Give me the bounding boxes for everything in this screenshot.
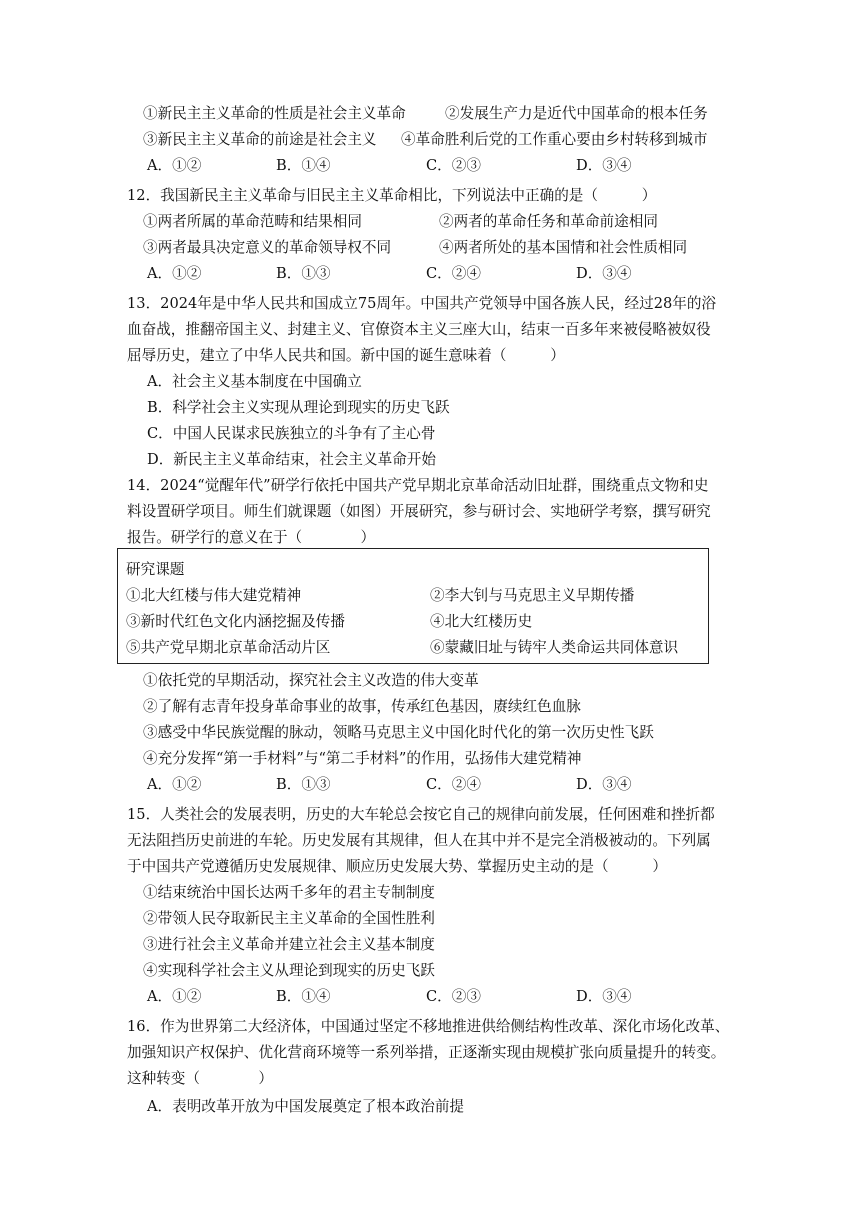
q15-choice-c: C．②③ — [426, 988, 481, 1005]
topic-item-4: ④北大红楼历史 — [430, 613, 533, 630]
q12-option-1: ①两者所属的革命范畴和结果相同 — [143, 213, 362, 230]
q15-stem-line-1: 15．人类社会的发展表明，历史的大车轮总会按它自己的规律向前发展，任何困难和挫折都 — [127, 806, 715, 823]
q14-stem-line-2: 料设置研学项目。师生们就课题（如图）开展研究，参与研讨会、实地研学考察，撰写研究 — [127, 503, 711, 520]
q11-choice-c: C．②③ — [426, 157, 481, 174]
topic-item-3: ③新时代红色文化内涵挖掘及传播 — [126, 613, 345, 630]
q14-choice-d: D．③④ — [576, 776, 632, 793]
topic-item-5: ⑤共产党早期北京革命活动片区 — [126, 639, 331, 656]
q12-choice-c: C．②④ — [426, 265, 481, 282]
q16-choice-a: A．表明改革开放为中国发展奠定了根本政治前提 — [147, 1098, 465, 1115]
q15-option-1: ①结束统治中国长达两千多年的君主专制制度 — [143, 884, 435, 901]
q16-stem-line-1: 16．作为世界第二大经济体，中国通过坚定不移地推进供给侧结构性改革、深化市场化改革、 — [127, 1018, 730, 1035]
topic-item-2: ②李大钊与马克思主义早期传播 — [430, 587, 635, 604]
q12-stem: 12．我国新民主主义革命与旧民主主义革命相比，下列说法中正确的是（ ） — [127, 187, 657, 204]
q15-choice-d: D．③④ — [576, 988, 632, 1005]
q14-option-4: ④充分发挥“第一手材料”与“第二手材料”的作用，弘扬伟大建党精神 — [143, 750, 582, 767]
q14-option-1: ①依托党的早期活动，探究社会主义改造的伟大变革 — [143, 672, 479, 689]
q13-choice-c: C．中国人民谋求民族独立的斗争有了主心骨 — [147, 425, 436, 442]
q12-option-3: ③两者最具决定意义的革命领导权不同 — [143, 239, 392, 256]
q11-choice-a: A．①② — [147, 157, 202, 174]
q12-option-4: ④两者所处的基本国情和社会性质相同 — [439, 239, 688, 256]
q13-stem-line-3: 屈辱历史，建立了中华人民共和国。新中国的诞生意味着（ ） — [127, 347, 565, 364]
q13-choice-a: A．社会主义基本制度在中国确立 — [147, 373, 362, 390]
q12-choice-a: A．①② — [147, 265, 202, 282]
q16-stem-line-3: 这种转变（ ） — [127, 1070, 273, 1087]
q15-option-3: ③进行社会主义革命并建立社会主义基本制度 — [143, 936, 435, 953]
q14-choice-c: C．②④ — [426, 776, 481, 793]
q16-stem-line-2: 加强知识产权保护、优化营商环境等一系列举措，正逐渐实现由规模扩张向质量提升的转变。 — [127, 1044, 726, 1061]
q15-stem-line-2: 无法阻挡历史前进的车轮。历史发展有其规律，但人在其中并不是完全消极被动的。下列属 — [127, 832, 711, 849]
q11-option-2: ②发展生产力是近代中国革命的根本任务 — [445, 105, 708, 122]
q12-choice-d: D．③④ — [576, 265, 632, 282]
q11-choice-d: D．③④ — [576, 157, 632, 174]
q13-stem-line-1: 13．2024年是中华人民共和国成立75周年。中国共产党领导中国各族人民，经过28年的浴 — [127, 295, 717, 312]
q13-choice-d: D．新民主主义革命结束，社会主义革命开始 — [147, 451, 436, 468]
q12-option-2: ②两者的革命任务和革命前途相同 — [439, 213, 658, 230]
research-topics-box — [117, 548, 709, 664]
q15-stem-line-3: 于中国共产党遵循历史发展规律、顺应历史发展大势、掌握历史主动的是（ ） — [127, 858, 667, 875]
research-topics-title: 研究课题 — [126, 561, 185, 578]
topic-item-6: ⑥蒙藏旧址与铸牢人类命运共同体意识 — [430, 639, 679, 656]
q11-option-4: ④革命胜利后党的工作重心要由乡村转移到城市 — [401, 131, 708, 148]
q14-choice-b: B．①③ — [276, 776, 331, 793]
q13-choice-b: B．科学社会主义实现从理论到现实的历史飞跃 — [147, 399, 450, 416]
q14-option-3: ③感受中华民族觉醒的脉动，领略马克思主义中国化时代化的第一次历史性飞跃 — [143, 724, 654, 741]
q14-option-2: ②了解有志青年投身革命事业的故事，传承红色基因，赓续红色血脉 — [143, 698, 581, 715]
q13-stem-line-2: 血奋战，推翻帝国主义、封建主义、官僚资本主义三座大山，结束一百多年来被侵略被奴役 — [127, 321, 711, 338]
topic-item-1: ①北大红楼与伟大建党精神 — [126, 587, 302, 604]
q15-choice-b: B．①④ — [276, 988, 331, 1005]
q14-stem-line-1: 14．2024“觉醒年代”研学行依托中国共产党早期北京革命活动旧址群，围绕重点文物和史 — [127, 477, 709, 494]
q11-option-1: ①新民主主义革命的性质是社会主义革命 — [143, 105, 406, 122]
q15-option-4: ④实现科学社会主义从理论到现实的历史飞跃 — [143, 962, 435, 979]
q11-choice-b: B．①④ — [276, 157, 331, 174]
q15-choice-a: A．①② — [147, 988, 202, 1005]
q14-stem-line-3: 报告。研学行的意义在于（ ） — [127, 529, 376, 546]
q14-choice-a: A．①② — [147, 776, 202, 793]
q15-option-2: ②带领人民夺取新民主主义革命的全国性胜利 — [143, 910, 435, 927]
q11-option-3: ③新民主主义革命的前途是社会主义 — [143, 131, 377, 148]
q12-choice-b: B．①③ — [276, 265, 331, 282]
